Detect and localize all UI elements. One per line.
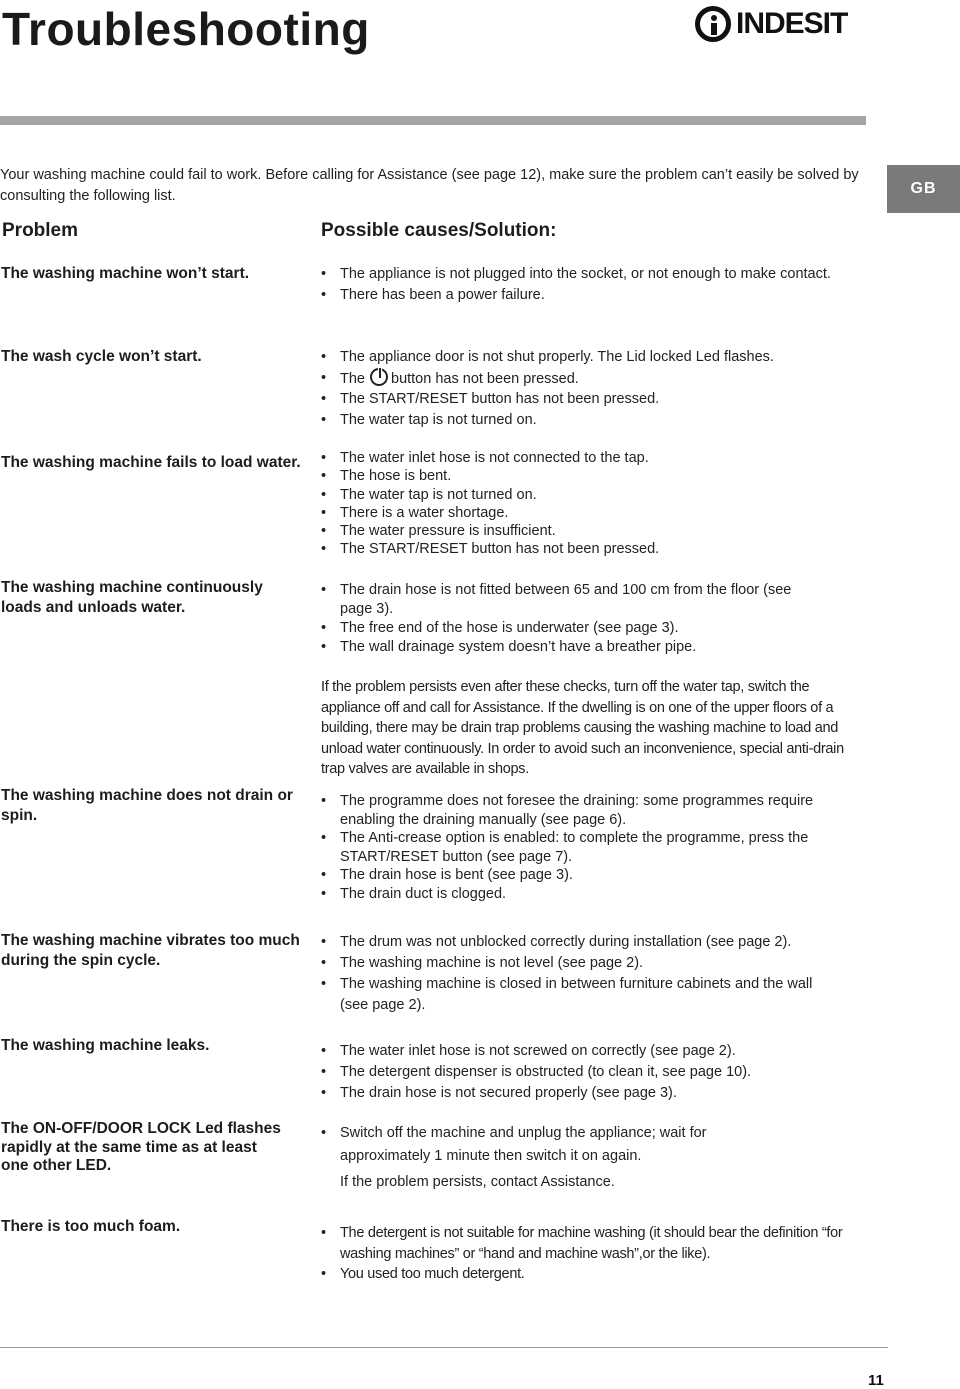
cause-item: • The detergent is not suitable for machine washing (it should bear the definition “for washing machines” or “hand and machine wash”,or the like). <box>321 1223 861 1264</box>
brand-name: INDESIT <box>736 7 848 40</box>
cause-item: • The detergent dispenser is obstructed (to clean it, see page 10). <box>321 1062 866 1083</box>
cause-item: • The water tap is not turned on. <box>321 486 866 504</box>
solution-list <box>321 347 866 430</box>
cause-item: • The drain duct is clogged. <box>321 885 841 904</box>
cause-item: • The water inlet hose is not connected to the tap. <box>321 449 866 467</box>
cause-item: • The drain hose is bent (see page 3). <box>321 866 841 885</box>
causes-heading: Possible causes/Solution: <box>321 220 557 241</box>
problem-label: The washing machine vibrates too much during the spin cycle. <box>1 932 300 969</box>
page-number: 11 <box>868 1372 884 1389</box>
cause-item: • The Anti-crease option is enabled: to complete the programme, press the START/RESET button (see page 7). <box>321 829 841 866</box>
indesit-logo-icon <box>695 6 731 42</box>
cause-item: • There has been a power failure. <box>321 285 866 306</box>
cause-item: • Switch off the machine and unplug the appliance; wait for approximately 1 minute then switch it on again. <box>321 1122 751 1168</box>
problem-label: There is too much foam. <box>1 1218 181 1235</box>
language-tab: GB <box>887 165 960 213</box>
cause-item: • The drum was not unblocked correctly during installation (see page 2). <box>321 932 821 953</box>
brand-logo <box>695 1 847 47</box>
problem-label: The washing machine continuously loads and unloads water. <box>1 579 263 616</box>
problem-label: The wash cycle won’t start. <box>1 348 202 365</box>
problem-heading: Problem <box>2 220 79 241</box>
intro-text: Your washing machine could fail to work. Before calling for Assistance (see page 12), make sure the problem can’t easily be solved by consulting the following list. <box>0 167 859 204</box>
cause-item: • The washing machine is closed in between furniture cabinets and the wall (see page 2). <box>321 974 821 1016</box>
cause-item: • The START/RESET button has not been pressed. <box>321 540 866 558</box>
cause-item: • The free end of the hose is underwater (see page 3). <box>321 619 821 638</box>
footer-rule <box>0 1347 888 1348</box>
solution-list <box>321 1223 861 1285</box>
cause-item: • The washing machine is not level (see page 2). <box>321 953 821 974</box>
cause-item <box>321 368 866 390</box>
cause-item: • You used too much detergent. <box>321 1264 861 1285</box>
solution-list <box>321 1041 866 1104</box>
problem-label: The washing machine leaks. <box>1 1037 210 1054</box>
page-title: Troubleshooting <box>2 3 370 55</box>
cause-item: • The water tap is not turned on. <box>321 410 866 431</box>
cause-item: • The START/RESET button has not been pressed. <box>321 389 866 410</box>
power-button-icon <box>370 368 388 386</box>
solution-list <box>321 581 821 657</box>
problem-label: The washing machine fails to load water. <box>1 454 301 471</box>
problem-label: The ON-OFF/DOOR LOCK Led flashes rapidly at the same time as at least one other LED. <box>1 1120 281 1174</box>
cause-item: • The drain hose is not fitted between 65 and 100 cm from the floor (see page 3). <box>321 581 821 619</box>
solution-list <box>321 1122 751 1194</box>
solution-list <box>321 792 841 903</box>
cause-item: • The water inlet hose is not screwed on correctly (see page 2). <box>321 1041 866 1062</box>
solution-list <box>321 932 821 1016</box>
cause-item: • The programme does not foresee the draining: some programmes require enabling the draining manually (see page 6). <box>321 792 841 829</box>
header-rule <box>0 116 866 125</box>
cause-item: • There is a water shortage. <box>321 504 866 522</box>
cause-item: • The water pressure is insufficient. <box>321 522 866 540</box>
extra-note: If the problem persists, contact Assistance. <box>340 1174 615 1190</box>
persistence-note: If the problem persists even after these checks, turn off the water tap, switch the appliance off and call for Assistance. If the dwelling is on one of the upper floors of a building, there may be drain trap problems causing the washing machine to load and unload water continuously. In order to avoid such an inconvenience, special anti-drain trap valves are available in shops. <box>321 679 844 777</box>
cause-item: • The appliance is not plugged into the socket, or not enough to make contact. <box>321 264 866 285</box>
problem-label: The washing machine won’t start. <box>1 265 250 282</box>
cause-item: • The drain hose is not secured properly (see page 3). <box>321 1083 866 1104</box>
cause-item: • The hose is bent. <box>321 467 866 485</box>
solution-list <box>321 449 866 559</box>
problem-label: The washing machine does not drain or spin. <box>1 787 293 824</box>
cause-item: • The appliance door is not shut properly. The Lid locked Led flashes. <box>321 347 866 368</box>
cause-prefix: The <box>340 370 365 387</box>
solution-list <box>321 264 866 305</box>
cause-text: button has not been pressed. <box>391 370 579 387</box>
cause-item: • The wall drainage system doesn’t have a breather pipe. <box>321 638 821 657</box>
